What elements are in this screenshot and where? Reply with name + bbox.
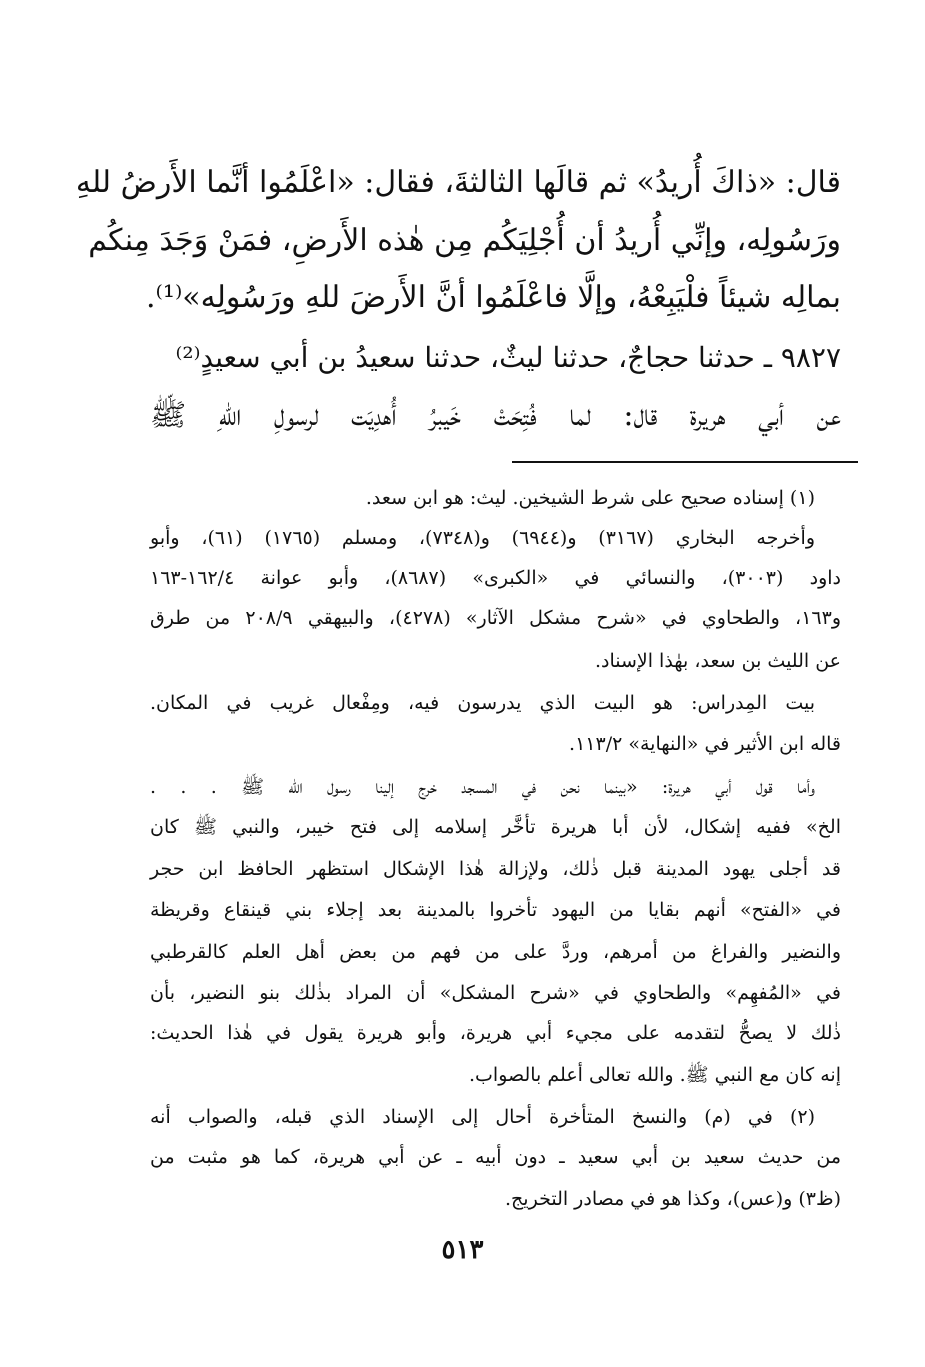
footnote-1-line: والنضير والفراغ من أمرهم، وردَّ على من فهم من بعض أهل العلم كالقرطبي [150,941,841,963]
hadith-number-line: ٩٨٢٧ ـ حدثنا حجاجٌ، حدثنا ليثٌ، حدثنا سعيدُ بن أبي سعيدٍ⁽²⁾ [175,341,841,374]
footnote-1-line: ذٰلك لا يصحُّ لتقدمه على مجيء أبي هريرة، وأبو هريرة يقول في هٰذا الحديث: [150,1022,841,1044]
footnote-1-line: في «المُفهِم» والطحاوي في «شرح المشكل» أن المراد بذٰلك بنو النضير، بأن [150,982,841,1004]
footnote-1-line: في «الفتح» أنهم بقايا من اليهود تأخروا بالمدينة بعد إجلاء بني قينقاع وقريظة [150,899,841,921]
main-text-line: عن أبي هريرة قال: لما فُتِحَتْ خَيبرُ أُهدِيَت لرسولِ اللهِ ﷺ [150,398,841,433]
main-text-line: ورَسُولِه، وإنِّي أُريدُ أن أُجْلِيَكُم مِن هٰذه الأَرضِ، فمَنْ وَجَدَ مِنكُم [88,223,841,258]
footnote-2-line: من حديث سعيد بن أبي سعيد ـ دون أبيه ـ عن أبي هريرة، كما هو مثبت من [150,1146,841,1168]
footnote-2-line: (٢) في (م) والنسخ المتأخرة أحال إلى الإسناد الذي قبله، والصواب أنه [150,1106,815,1128]
main-text-line: بمالِه شيئاً فلْيَبِعْهُ، وإلَّا فاعْلَمُوا أنَّ الأَرضَ للهِ ورَسُولِه»⁽¹⁾. [146,280,841,315]
footnote-1-line: داود (٣٠٠٣)، والنسائي في «الكبرى» (٨٦٨٧)، وأبو عوانة ١٦٢/٤-١٦٣ [150,567,841,589]
footnote-1-line: إنه كان مع النبي ﷺ. والله تعالى أعلم بالصواب. [468,1064,841,1086]
footnote-2-line: (ظ٣) و(عس)، وكذا هو في مصادر التخريج. [505,1188,841,1210]
footnote-1-line: بيت المِدراس: هو البيت الذي يدرسون فيه، ومِفْعال غريب في المكان. [150,692,815,714]
footnote-1-line: عن الليث بن سعد، بهٰذا الإسناد. [594,650,841,672]
footnote-1-line: وأما قول أبي هريرة: «بينما نحن في المسجد خرج إلينا رسول الله ﷺ . . . [150,776,815,798]
footnote-separator [512,461,858,463]
footnote-1-line: الخ» ففيه إشكال، لأن أبا هريرة تأخَّر إسلامه إلى فتح خيبر، والنبي ﷺ كان [150,816,841,838]
main-text-line: قال: «ذاكَ أُريدُ» ثم قالَها الثالثةَ، فقال: «اعْلَمُوا أنَّما الأَرضُ للهِ [75,165,841,200]
footnote-1-line: (١) إسناده صحيح على شرط الشيخين. ليث: هو ابن سعد. [365,487,815,509]
footnote-1-line: قد أجلى يهود المدينة قبل ذٰلك، ولإزالة هٰذا الإشكال استظهر الحافظ ابن حجر [150,858,841,880]
footnote-1-line: وأخرجه البخاري (٣١٦٧) و(٦٩٤٤) و(٧٣٤٨)، ومسلم (١٧٦٥) (٦١)، وأبو [150,527,815,549]
footnote-1-line: و١٦٣، والطحاوي في «شرح مشكل الآثار» (٤٢٧٨)، والبيهقي ٢٠٨/٩ من طرق [150,607,841,629]
page-number: ٥١٣ [441,1235,484,1265]
footnote-1-line: قاله ابن الأثير في «النهاية» ١١٣/٢. [569,733,841,755]
